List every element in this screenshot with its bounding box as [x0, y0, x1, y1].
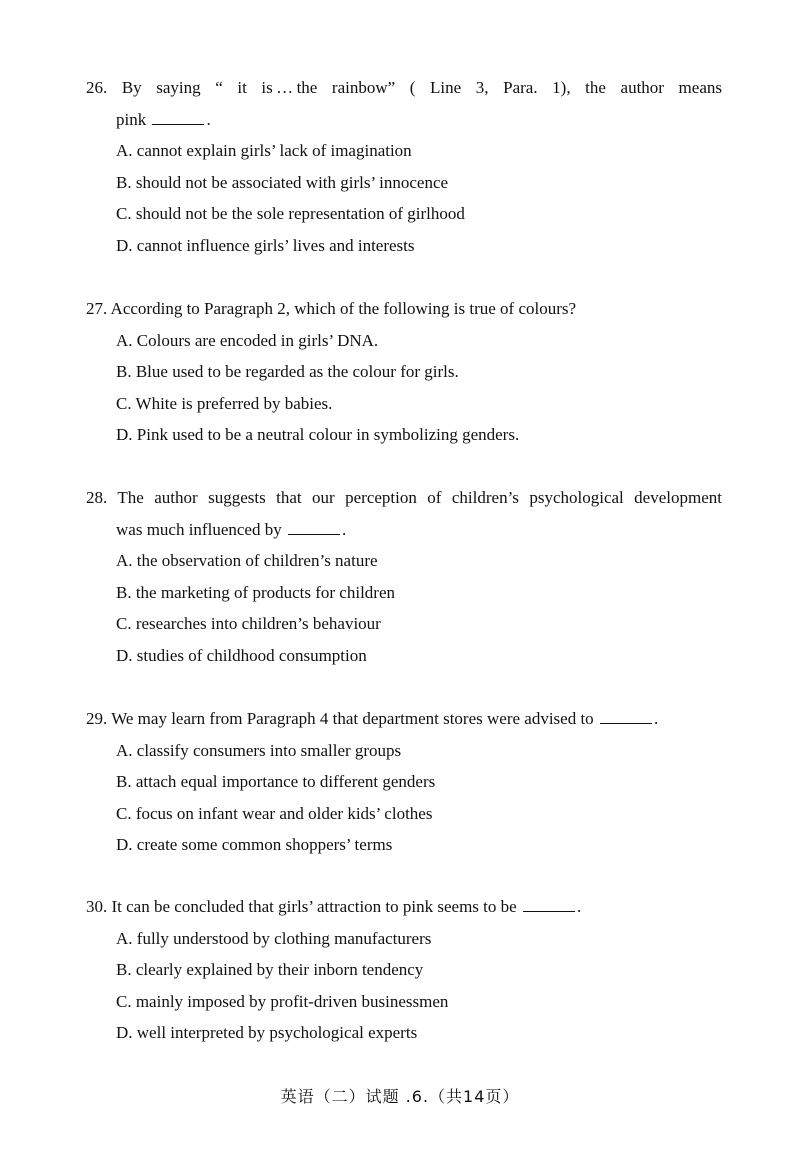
question-stem: 30. It can be concluded that girls’ attraction to pink seems to be . — [86, 897, 582, 916]
option-c: C. should not be the sole representation of girlhood — [116, 204, 465, 223]
option-b: B. the marketing of products for children — [116, 582, 396, 602]
option-d: D. create some common shoppers’ terms — [116, 835, 393, 854]
question-stem-continuation: was much influenced by . — [116, 519, 347, 539]
option-a: A. cannot explain girls’ lack of imagination — [116, 141, 412, 160]
answer-blank — [288, 533, 340, 535]
option-a: A. the observation of children’s nature — [116, 551, 378, 570]
question-stem-continuation: pink . — [116, 109, 211, 129]
question-26 — [86, 72, 722, 261]
option-d: D. well interpreted by psychological experts — [116, 1023, 418, 1042]
answer-blank — [523, 910, 575, 912]
option-c: C. White is preferred by babies. — [116, 393, 333, 413]
option-a: A. Colours are encoded in girls’ DNA. — [116, 330, 379, 350]
question-stem: 29. We may learn from Paragraph 4 that department stores were advised to . — [86, 709, 659, 728]
answer-blank — [152, 123, 204, 125]
option-d: D. cannot influence girls’ lives and interests — [116, 235, 415, 255]
option-c: C. researches into children’s behaviour — [116, 614, 381, 633]
option-c: C. mainly imposed by profit-driven businessmen — [116, 991, 449, 1011]
option-b: B. attach equal importance to different genders — [116, 772, 436, 791]
option-a: A. fully understood by clothing manufacturers — [116, 928, 432, 948]
page-footer: 英语（二）试题 .6.（共14页） — [280, 1087, 520, 1106]
option-d: D. studies of childhood consumption — [116, 645, 367, 665]
option-b: B. should not be associated with girls’ innocence — [116, 172, 449, 192]
option-a: A. classify consumers into smaller groups — [116, 740, 402, 760]
question-stem: 28. The author suggests that our perception of children’s psychological development — [86, 488, 722, 507]
question-30 — [86, 891, 722, 1049]
question-27 — [86, 293, 722, 451]
option-b: B. Blue used to be regarded as the colour for girls. — [116, 362, 459, 381]
question-stem: 27. According to Paragraph 2, which of the following is true of colours? — [86, 299, 577, 318]
option-c: C. focus on infant wear and older kids’ clothes — [116, 803, 433, 823]
answer-blank — [600, 722, 652, 724]
question-28 — [86, 482, 722, 671]
option-b: B. clearly explained by their inborn tendency — [116, 960, 424, 979]
question-29 — [86, 703, 722, 861]
option-d: D. Pink used to be a neutral colour in symbolizing genders. — [116, 425, 520, 444]
question-stem: 26. By saying “ it is … the rainbow” ( Line 3, Para. 1), the author means — [86, 78, 722, 97]
